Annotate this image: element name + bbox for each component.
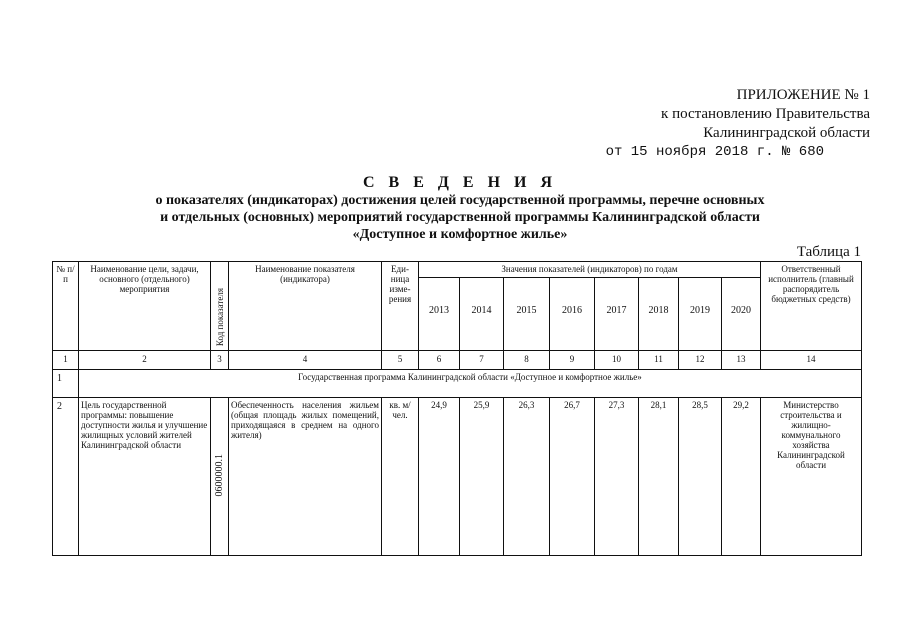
column-number: 11 (639, 351, 679, 370)
table-number: Таблица 1 (796, 244, 861, 260)
value-cell: 29,2 (722, 398, 761, 556)
column-number: 8 (504, 351, 550, 370)
year-header: 2015 (504, 278, 550, 351)
year-header: 2017 (595, 278, 639, 351)
responsible-cell: Министерство строительства и жилищно-коммунального хозяйства Калининградской области (761, 398, 862, 556)
header-num: № п/п (53, 262, 79, 351)
value-cell: 28,1 (639, 398, 679, 556)
column-number: 5 (382, 351, 419, 370)
indicators-table (52, 261, 862, 556)
year-header: 2016 (550, 278, 595, 351)
header-code: Код показателя (211, 262, 229, 351)
unit-cell: кв. м/чел. (382, 398, 419, 556)
table-row (53, 398, 862, 556)
value-cell: 26,7 (550, 398, 595, 556)
value-cell: 25,9 (460, 398, 504, 556)
heading-line: о показателях (индикаторах) достижения целей государственной программы, перечне основных (155, 193, 765, 208)
column-number: 4 (229, 351, 382, 370)
value-cell: 24,9 (419, 398, 460, 556)
document-title: С В Е Д Е Н И Я (362, 174, 558, 191)
value-cell: 28,5 (679, 398, 722, 556)
appendix-title: ПРИЛОЖЕНИЕ № 1 (736, 87, 870, 103)
header-row (53, 262, 862, 278)
column-number-row (53, 351, 862, 370)
header-values: Значения показателей (индикаторов) по годам (419, 262, 761, 278)
program-row (53, 370, 862, 398)
column-number: 2 (79, 351, 211, 370)
header-responsible: Ответственный исполнитель (главный распорядитель бюджетных средств) (761, 262, 862, 351)
goal-cell: Цель государственной программы: повышение доступности жилья и улучшение жилищных условий жителей Калининградской области (79, 398, 211, 556)
value-cell: 27,3 (595, 398, 639, 556)
column-number: 3 (211, 351, 229, 370)
appendix-line: к постановлению Правительства (661, 106, 870, 122)
appendix-line: Калининградской области (703, 125, 870, 141)
header-goal: Наименование цели, задачи, основного (отдельного) мероприятия (79, 262, 211, 351)
order-reference: от 15 ноября 2018 г. № 680 (605, 144, 824, 160)
year-header: 2019 (679, 278, 722, 351)
header-unit: Еди-ница изме-рения (382, 262, 419, 351)
program-row-num: 1 (53, 370, 79, 398)
year-header: 2013 (419, 278, 460, 351)
header-indicator: Наименование показателя (индикатора) (229, 262, 382, 351)
column-number: 6 (419, 351, 460, 370)
column-number: 13 (722, 351, 761, 370)
column-number: 12 (679, 351, 722, 370)
code-cell: 0600000.1 (211, 398, 229, 556)
value-cell: 26,3 (504, 398, 550, 556)
row-num: 2 (53, 398, 79, 556)
year-header: 2014 (460, 278, 504, 351)
year-header: 2020 (722, 278, 761, 351)
column-number: 14 (761, 351, 862, 370)
appendix-block (606, 86, 870, 162)
heading-line: и отдельных (основных) мероприятий государственной программы Калининградской области (160, 210, 760, 225)
indicator-cell: Обеспеченность населения жильем (общая площадь жилых помещений, приходящаяся в среднем на одного жителя) (229, 398, 382, 556)
column-number: 10 (595, 351, 639, 370)
column-number: 9 (550, 351, 595, 370)
column-number: 7 (460, 351, 504, 370)
program-title: Государственная программа Калининградской области «Доступное и комфортное жилье» (79, 370, 862, 398)
column-number: 1 (53, 351, 79, 370)
document-heading (60, 174, 860, 243)
heading-line: «Доступное и комфортное жилье» (352, 227, 568, 242)
year-header: 2018 (639, 278, 679, 351)
